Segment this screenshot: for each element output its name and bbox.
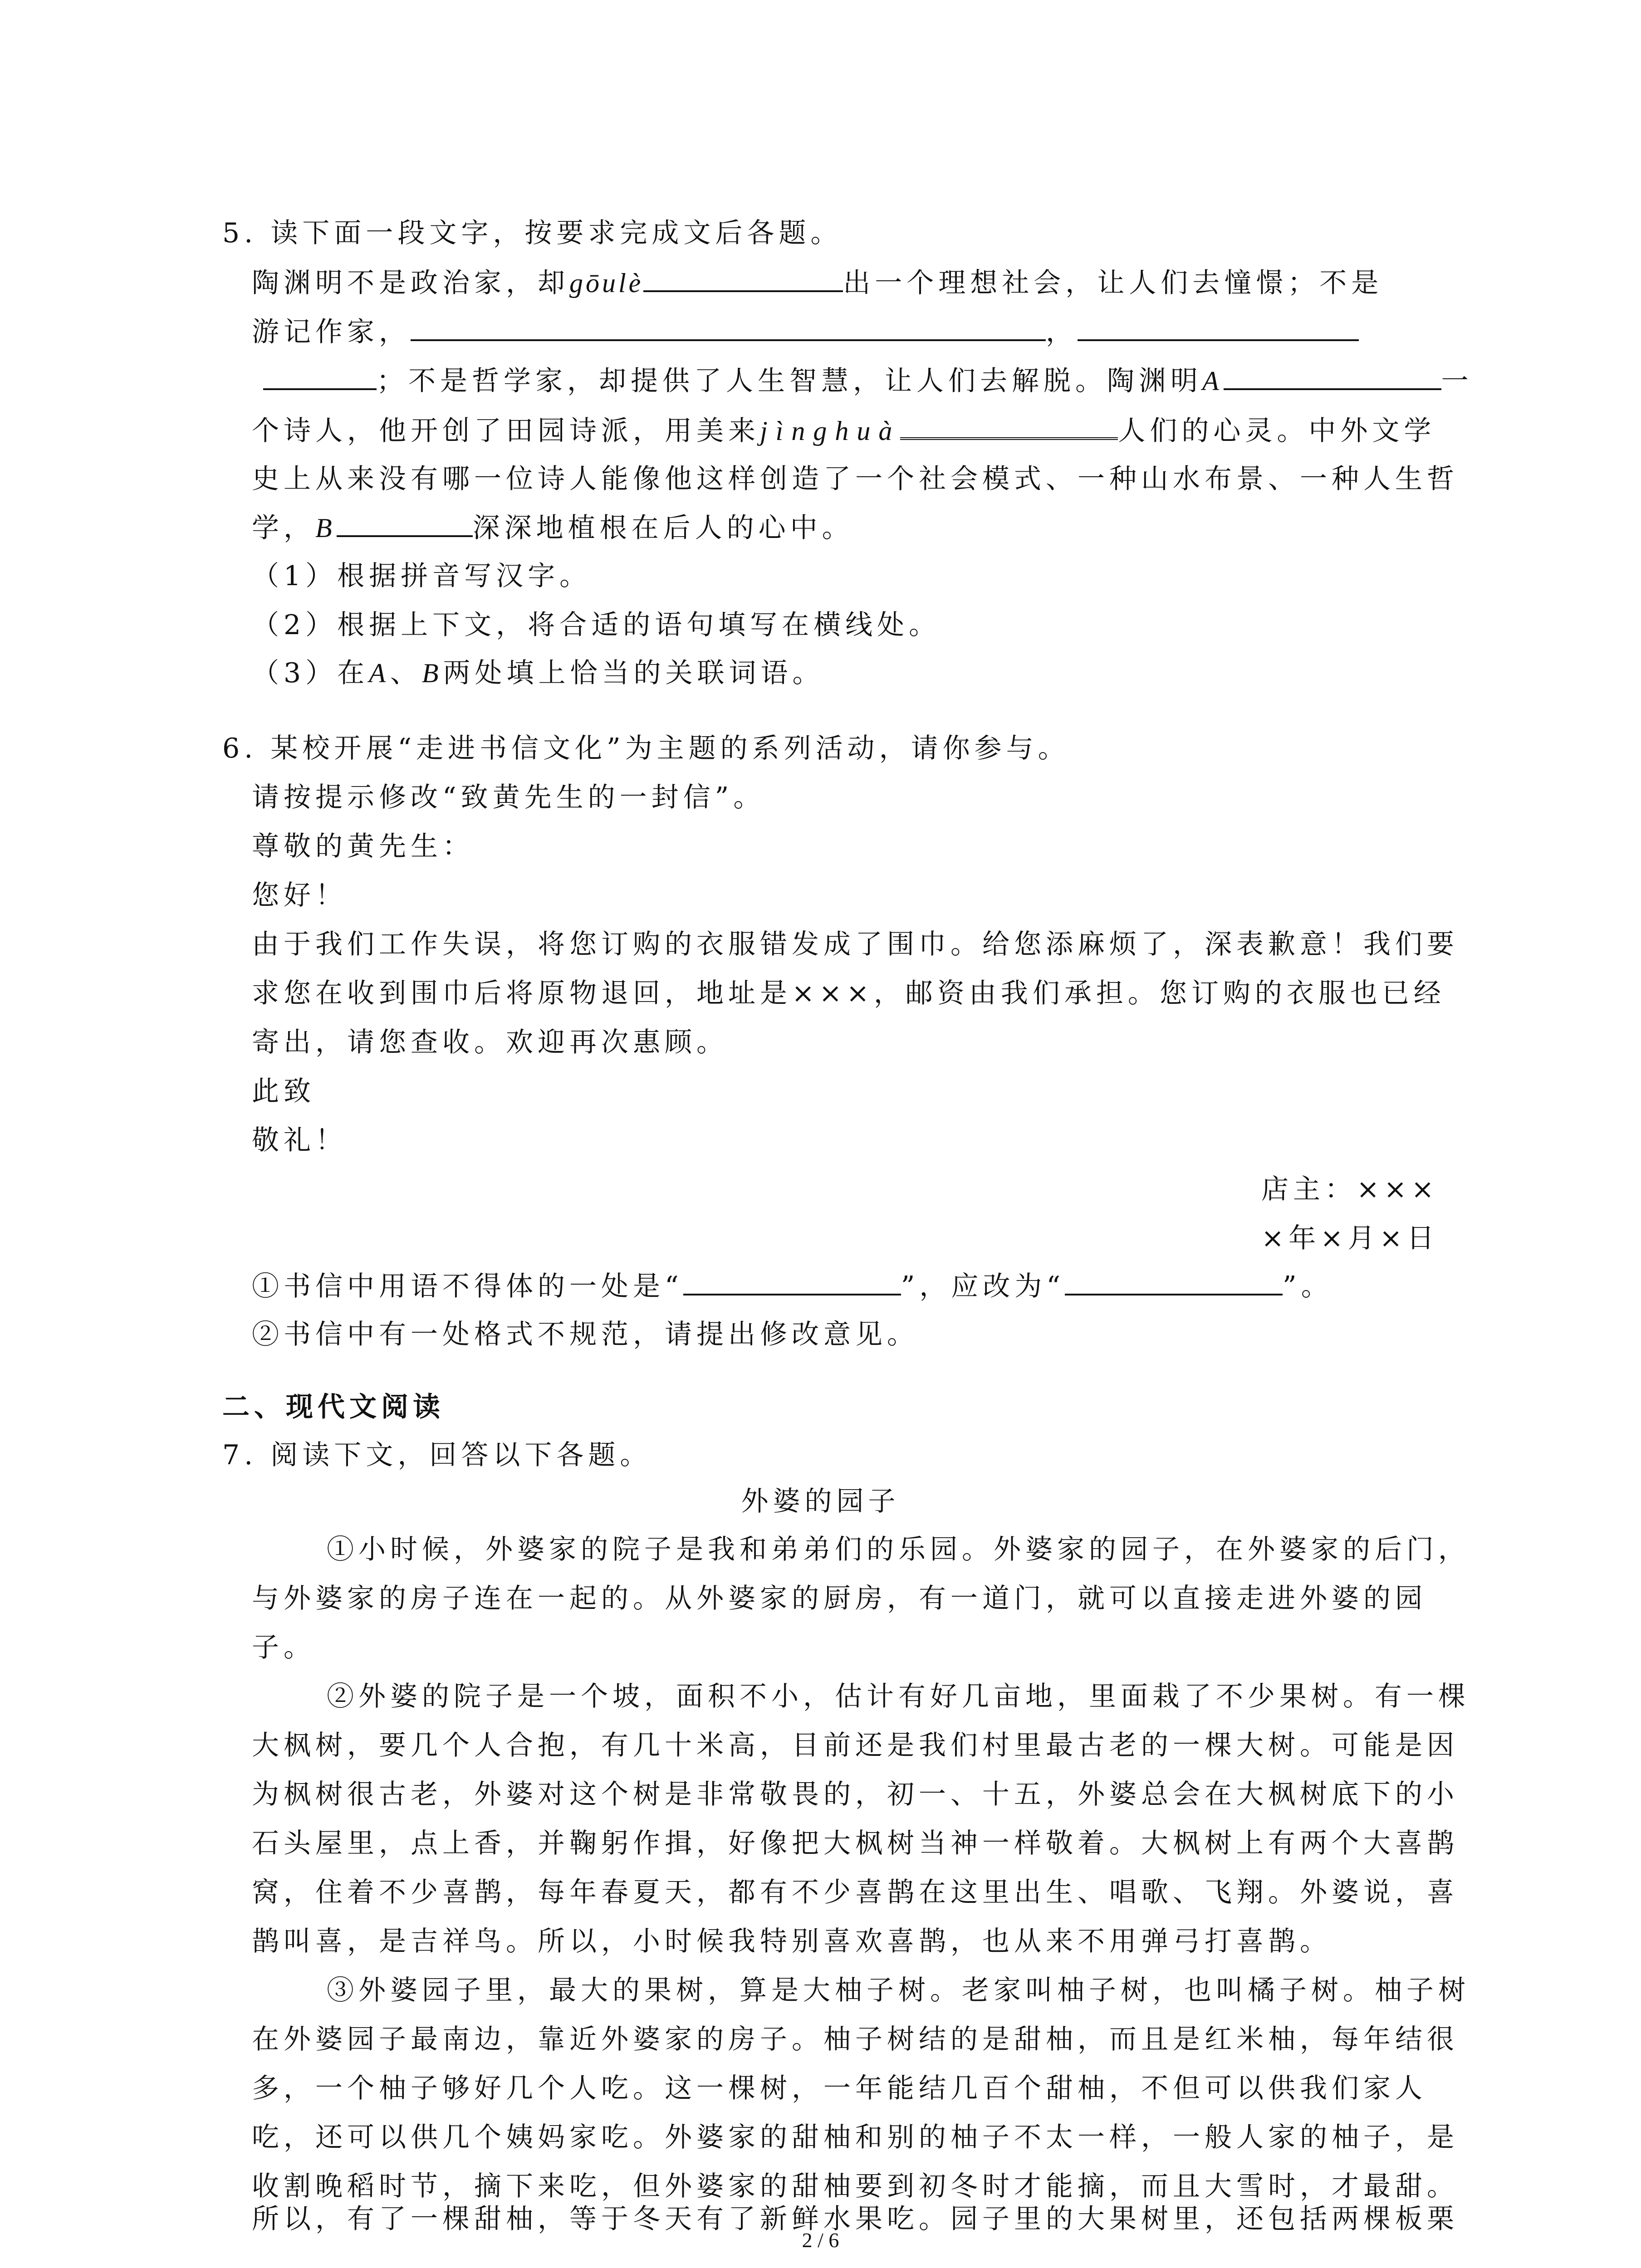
q5-blank-goule[interactable]: [643, 265, 843, 292]
q5-blank-b[interactable]: [337, 510, 473, 537]
q5-text: 一: [1441, 365, 1473, 397]
q5-text: 陶渊明不是政治家，却: [252, 267, 569, 299]
q5-blank-sentence-2a[interactable]: [1078, 314, 1359, 341]
article-line: 子。: [252, 1632, 315, 1663]
article-line: 窝，住着不少喜鹊，每年春夏天，都有不少喜鹊在这里出生、唱歌、飞翔。外婆说，喜: [252, 1877, 1459, 1908]
q5-line-6: [252, 510, 854, 546]
q5-line-1: [252, 265, 1383, 301]
q6-task-2: ②书信中有一处格式不规范，请提出修改意见。: [252, 1319, 919, 1350]
q5-heading: 5. 读下面一段文字，按要求完成文后各题。: [222, 217, 843, 249]
q6-task-1: [252, 1268, 1333, 1305]
q5-text: 人们的心灵。中外文学: [1118, 415, 1436, 447]
article-line: 吃，还可以供几个姨妈家吃。外婆家的甜柚和别的柚子不太一样，一般人家的柚子，是: [252, 2121, 1459, 2153]
q5-line-2: [252, 314, 1359, 350]
q6-heading: 6. 某校开展“走进书信文化”为主题的系列活动，请你参与。: [222, 733, 1070, 764]
article-line: 多，一个柚子够好几个人吃。这一棵树，一年能结几百个甜柚，不但可以供我们家人: [252, 2072, 1427, 2104]
q5-label-a: A: [1202, 366, 1224, 396]
q6-blank-improper-phrase[interactable]: [683, 1268, 901, 1295]
q6-task1-text: ①书信中用语不得体的一处是“: [252, 1271, 683, 1302]
letter-closing-2: 敬礼！: [252, 1124, 347, 1156]
article-line: 鹊叫喜，是吉祥鸟。所以，小时候我特别喜欢喜鹊，也从来不用弹弓打喜鹊。: [252, 1926, 1332, 1957]
q5-comma: ，: [1046, 316, 1078, 348]
q5-blank-sentence-2b[interactable]: [263, 363, 377, 390]
article-line: 在外婆园子最南边，靠近外婆家的房子。柚子树结的是甜柚，而且是红米柚，每年结很: [252, 2024, 1459, 2055]
q5-subquestion-2: （2）根据上下文，将合适的语句填写在横线处。: [252, 609, 941, 641]
letter-signature: 店主：×××: [1261, 1173, 1439, 1205]
q5-sub3-label-b: B: [421, 658, 443, 688]
article-line: 大枫树，要几个人合抱，有几十米高，目前还是我们村里最古老的一棵大树。可能是因: [252, 1730, 1459, 1761]
letter-salutation: 尊敬的黄先生：: [252, 831, 474, 862]
q5-blank-jinghua[interactable]: [900, 412, 1118, 440]
letter-body-line: 由于我们工作失误，将您订购的衣服错发成了围巾。给您添麻烦了，深表歉意！我们要: [252, 929, 1459, 960]
q5-subquestion-3: [252, 655, 824, 691]
q6-instruction: 请按提示修改“致黄先生的一封信”。: [252, 782, 765, 813]
section-heading: 二、现代文阅读: [222, 1391, 445, 1423]
q5-sub3-sep: 、: [390, 657, 422, 689]
page-number: 2 / 6: [802, 2229, 839, 2252]
letter-body-line: 求您在收到围巾后将原物退回，地址是×××，邮资由我们承担。您订购的衣服也已经: [252, 978, 1445, 1009]
q5-blank-a[interactable]: [1224, 363, 1441, 390]
article-line: ②外婆的院子是一个坡，面积不小，估计有好几亩地，里面栽了不少果树。有一棵: [327, 1681, 1470, 1712]
article-line: ③外婆园子里，最大的果树，算是大柚子树。老家叫柚子树，也叫橘子树。柚子树: [327, 1975, 1470, 2006]
article-line: 石头屋里，点上香，并鞠躬作揖，好像把大枫树当神一样敬着。大枫树上有两个大喜鹊: [252, 1828, 1459, 1859]
q5-text: 个诗人，他开创了田园诗派，用美来: [252, 415, 760, 447]
letter-date: ×年×月×日: [1261, 1222, 1439, 1254]
q5-text: 出一个理想社会，让人们去憧憬；不是: [843, 267, 1383, 299]
q5-label-b: B: [315, 513, 337, 543]
q5-pinyin-jinghua: jìnghuà: [760, 416, 901, 446]
article-title: 外婆的园子: [741, 1486, 900, 1517]
letter-body-line: 寄出，请您查收。欢迎再次惠顾。: [252, 1026, 728, 1058]
q5-sub3-text: （3）在: [252, 657, 369, 689]
q6-task1-text: ”，应改为“: [901, 1271, 1065, 1302]
q5-text: 学，: [252, 512, 315, 544]
q5-text: 游记作家，: [252, 316, 411, 348]
q5-subquestion-1: （1）根据拼音写汉字。: [252, 560, 592, 592]
article-line: 所以，有了一棵甜柚，等于冬天有了新鲜水果吃。园子里的大果树里，还包括两棵板栗: [252, 2203, 1459, 2235]
article-line: 与外婆家的房子连在一起的。从外婆家的厨房，有一道门，就可以直接走进外婆的园: [252, 1583, 1427, 1614]
q5-line-3: [263, 363, 1473, 399]
q7-heading: 7. 阅读下文，回答以下各题。: [222, 1439, 652, 1471]
article-line: 为枫树很古老，外婆对这个树是非常敬畏的，初一、十五，外婆总会在大枫树底下的小: [252, 1779, 1459, 1810]
q5-blank-sentence-1[interactable]: [411, 314, 1046, 341]
q5-text: 深深地植根在后人的心中。: [472, 512, 854, 544]
letter-closing-1: 此致: [252, 1075, 315, 1107]
article-line: 收割晚稻时节，摘下来吃，但外婆家的甜柚要到初冬时才能摘，而且大雪时，才最甜。: [252, 2170, 1459, 2202]
q5-text: ；不是哲学家，却提供了人生智慧，让人们去解脱。陶渊明: [377, 365, 1202, 397]
q5-sub3-label-a: A: [369, 658, 390, 688]
letter-greeting: 您好！: [252, 880, 347, 911]
q5-sub3-text: 两处填上恰当的关联词语。: [443, 657, 824, 689]
q6-task1-text: ”。: [1283, 1271, 1333, 1302]
article-line: ①小时候，外婆家的院子是我和弟弟们的乐园。外婆家的园子，在外婆家的后门，: [327, 1534, 1470, 1565]
q5-line-5: 史上从来没有哪一位诗人能像他这样创造了一个社会模式、一种山水布景、一种人生哲: [252, 463, 1459, 495]
q5-line-4: [252, 412, 1435, 449]
q6-blank-correction[interactable]: [1065, 1268, 1283, 1295]
q5-pinyin-goule: gōulè: [569, 268, 644, 298]
